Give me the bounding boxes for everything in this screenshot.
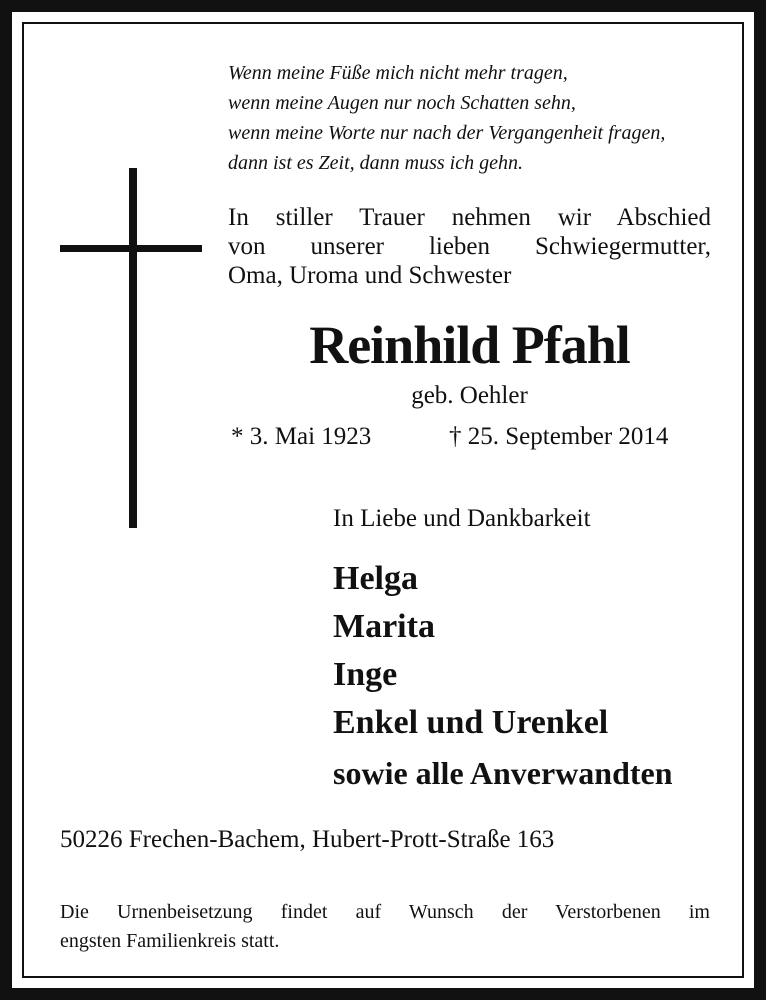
- mourners-intro: In Liebe und Dankbarkeit: [333, 505, 591, 532]
- note-line: engsten Familienkreis statt.: [60, 930, 280, 952]
- intro-line: In stiller Trauer nehmen wir Abschied: [228, 204, 711, 231]
- deceased-name: Reinhild Pfahl: [309, 315, 630, 375]
- death-date: † 25. September 2014: [449, 423, 669, 450]
- poem-line: dann ist es Zeit, dann muss ich gehn.: [228, 152, 523, 174]
- mourner-name: Marita: [333, 608, 435, 645]
- burial-note: [60, 898, 710, 956]
- mourners-closing: sowie alle Anverwandten: [333, 755, 673, 791]
- intro-line: von unserer lieben Schwiegermutter,: [228, 233, 711, 260]
- address: 50226 Frechen-Bachem, Hubert-Prott-Straße 163: [60, 826, 555, 853]
- mourner-name: Enkel und Urenkel: [333, 704, 609, 741]
- poem-line: wenn meine Worte nur nach der Vergangenheit fragen,: [228, 122, 666, 144]
- cross-icon: [129, 168, 137, 528]
- poem-line: wenn meine Augen nur noch Schatten sehn,: [228, 92, 576, 114]
- maiden-name: geb. Oehler: [411, 382, 528, 409]
- intro-text: [228, 203, 711, 290]
- mourners-list: [333, 555, 673, 797]
- intro-line: Oma, Uroma und Schwester: [228, 262, 512, 289]
- birth-date: * 3. Mai 1923: [231, 423, 372, 450]
- note-line: Die Urnenbeisetzung findet auf Wunsch der Verstorbenen im: [60, 901, 710, 923]
- mourner-name: Helga: [333, 560, 418, 597]
- poem-line: Wenn meine Füße mich nicht mehr tragen,: [228, 62, 568, 84]
- mourner-name: Inge: [333, 656, 398, 693]
- poem: [228, 58, 665, 178]
- cross-icon-bar: [60, 245, 202, 252]
